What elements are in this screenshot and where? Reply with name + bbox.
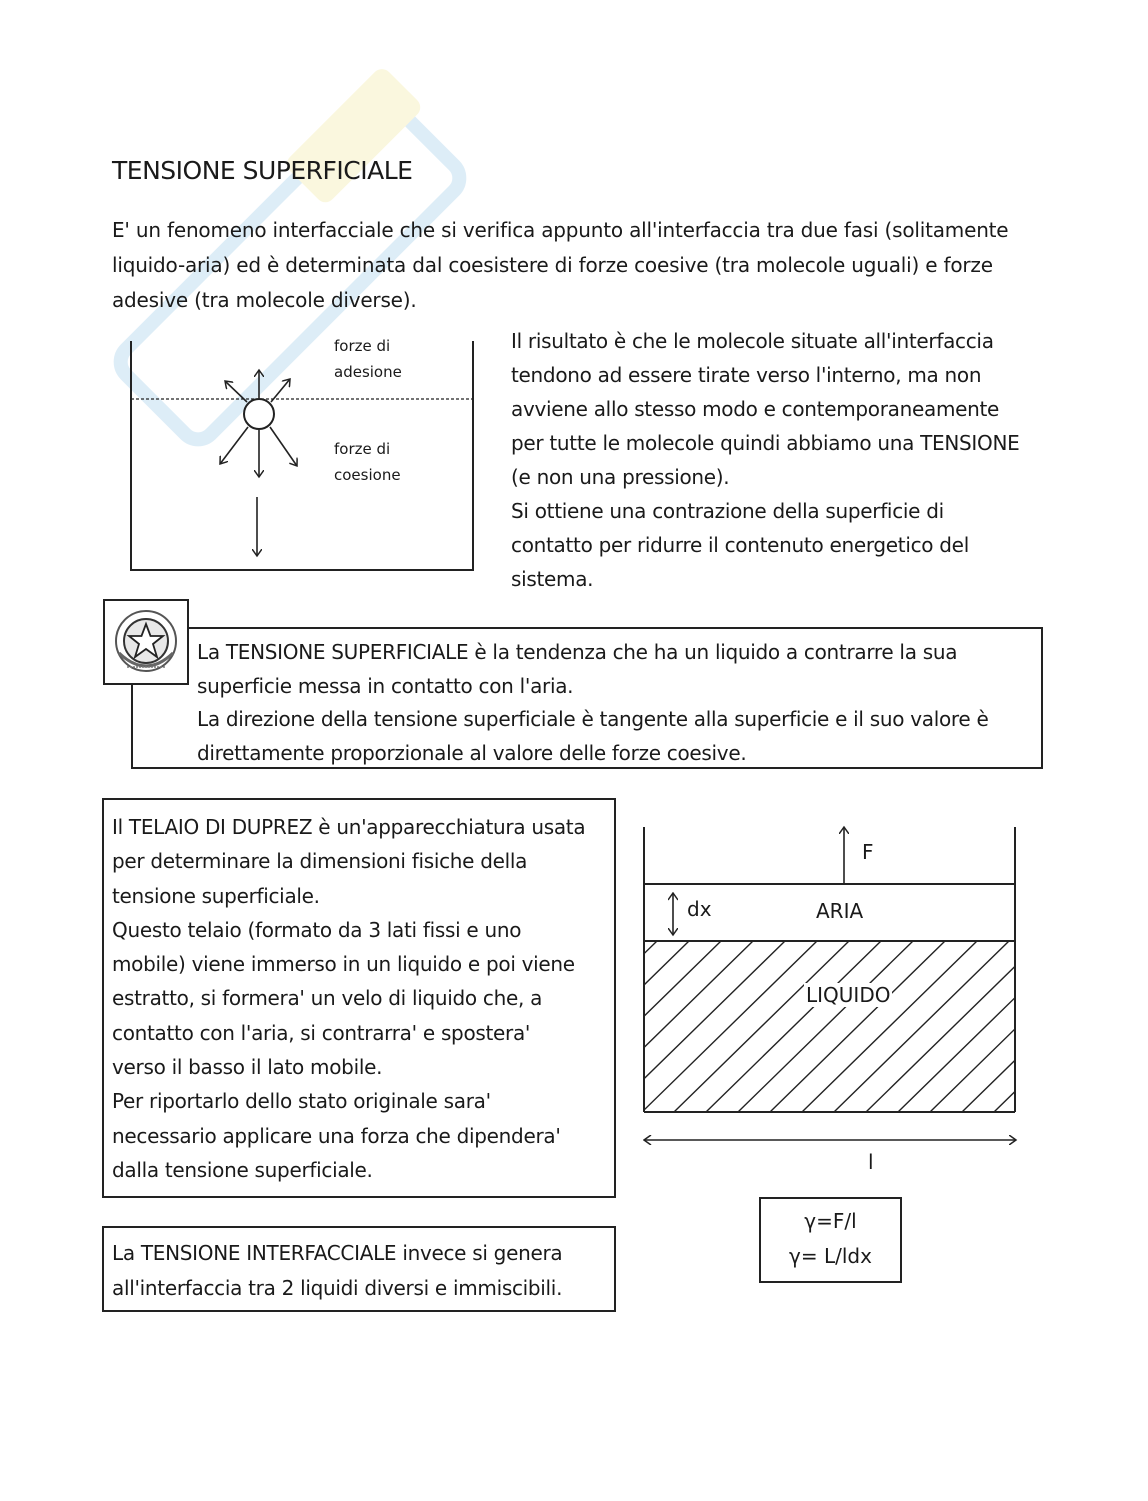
- cohesion-label: [334, 436, 401, 488]
- hatch-line: [674, 941, 849, 1112]
- paragraph-line: avviene allo stesso modo e contemporaneamente: [511, 397, 1000, 421]
- result-paragraph: [511, 324, 1071, 596]
- adhesion-label-line: adesione: [334, 363, 402, 381]
- hatch-line: [866, 941, 1030, 1112]
- telaio-line: tensione superficiale.: [112, 883, 320, 908]
- length-label: l: [868, 1150, 874, 1174]
- hatch-line: [1026, 941, 1030, 1112]
- paragraph-line: sistema.: [511, 567, 594, 591]
- interfacial-line: all'interfaccia tra 2 liquidi diversi e immiscibili.: [112, 1276, 563, 1300]
- intro-line: E' un fenomeno interfacciale che si verifica appunto all'interfaccia tra due fasi (solitamente: [112, 218, 1009, 242]
- adhesion-label-line: forze di: [334, 337, 391, 355]
- paragraph-line: (e non una pressione).: [511, 465, 730, 489]
- telaio-line: verso il basso il lato mobile.: [112, 1055, 383, 1080]
- intro-line: liquido-aria) ed è determinata dal coesistere di forze coesive (tra molecole uguali) e forze: [112, 253, 993, 277]
- definition-line: La TENSIONE SUPERFICIALE è la tendenza che ha un liquido a contrarre la sua: [197, 640, 958, 664]
- telaio-line: necessario applicare una forza che dipendera': [112, 1123, 561, 1148]
- telaio-line: estratto, si formera' un velo di liquido che, a: [112, 986, 543, 1011]
- force-label: F: [862, 840, 874, 864]
- hatch-line: [770, 941, 945, 1112]
- dx-label: dx: [687, 897, 712, 921]
- paragraph-line: per tutte le molecole quindi abbiamo una TENSIONE: [511, 431, 1020, 455]
- intro-paragraph: [112, 213, 1052, 318]
- definition-text: [197, 636, 988, 770]
- liquid-label: LIQUIDO: [806, 983, 891, 1007]
- interfacial-box: [102, 1226, 616, 1312]
- telaio-line: Per riportarlo dello stato originale sara': [112, 1089, 491, 1114]
- formula-surface-tension: γ=F/l: [804, 1209, 857, 1233]
- cohesion-label-line: coesione: [334, 466, 401, 484]
- forces-diagram: [120, 330, 490, 580]
- paragraph-line: contatto per ridurre il contenuto energetico del: [511, 533, 969, 557]
- container-outline: [131, 341, 473, 570]
- telaio-line: Il TELAIO DI DUPREZ è un'apparecchiatura usata: [112, 815, 586, 839]
- telaio-line: contatto con l'aria, si contrarra' e spostera': [112, 1020, 531, 1045]
- liquid-hatching: [630, 941, 1030, 1112]
- arrow-down-left: [220, 427, 248, 464]
- hatch-line: [642, 941, 817, 1112]
- paragraph-line: tendono ad essere tirate verso l'interno, ma non: [511, 363, 982, 387]
- definition-line: La direzione della tensione superficiale è tangente alla superficie e il suo valore è: [197, 707, 989, 731]
- hatch-line: [630, 941, 689, 1112]
- intro-line: adesive (tra molecole diverse).: [112, 288, 417, 312]
- paragraph-line: Si ottiene una contrazione della superficie di: [511, 499, 944, 523]
- telaio-line: dalla tensione superficiale.: [112, 1157, 373, 1182]
- telaio-line: mobile) viene immerso in un liquido e poi viene: [112, 952, 575, 977]
- hatch-line: [738, 941, 913, 1112]
- hatch-line: [802, 941, 977, 1112]
- telaio-line: Questo telaio (formato da 3 lati fissi e uno: [112, 917, 522, 942]
- telaio-line: per determinare la dimensioni fisiche della: [112, 849, 528, 874]
- hatch-line: [962, 941, 1030, 1112]
- air-label: ARIA: [816, 899, 864, 923]
- cohesion-label-line: forze di: [334, 440, 391, 458]
- paragraph-line: Il risultato è che le molecole situate all'interfaccia: [511, 329, 994, 353]
- hatch-line: [834, 941, 1009, 1112]
- formula-work: γ= L/ldx: [789, 1244, 872, 1268]
- adhesion-label: [334, 333, 402, 385]
- arrow-down-right: [270, 427, 297, 466]
- telaio-box: [102, 798, 616, 1198]
- emblem-seal: [103, 599, 189, 685]
- definition-line: superficie messa in contatto con l'aria.: [197, 673, 574, 698]
- emblem-icon: [105, 601, 187, 683]
- formula-box: [759, 1197, 902, 1283]
- page-title: TENSIONE SUPERFICIALE: [112, 156, 413, 185]
- interfacial-line: La TENSIONE INTERFACCIALE invece si genera: [112, 1241, 563, 1265]
- hatch-line: [994, 941, 1030, 1112]
- definition-line: direttamente proporzionale al valore delle forze coesive.: [197, 740, 747, 765]
- hatch-line: [630, 941, 753, 1112]
- hatch-line: [706, 941, 881, 1112]
- molecule: [244, 399, 274, 429]
